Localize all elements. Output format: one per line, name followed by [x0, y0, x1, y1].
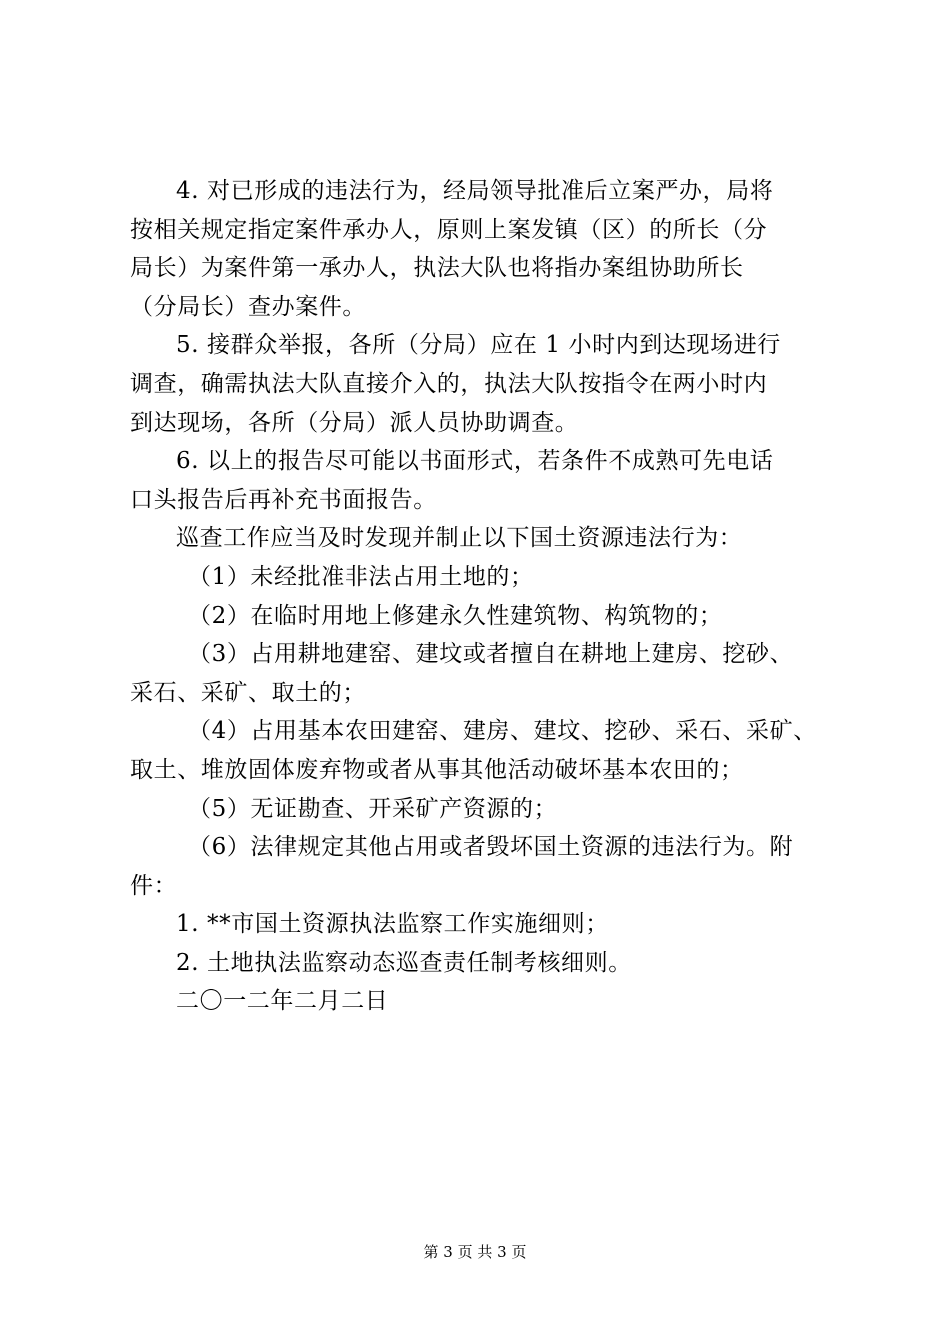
paragraph-line: 到达现场，各所（分局）派人员协助调查。 [130, 409, 579, 436]
list-item-line: （6）法律规定其他占用或者毁坏国土资源的违法行为。附 [188, 834, 794, 861]
paragraph-line: 巡查工作应当及时发现并制止以下国土资源违法行为： [176, 525, 743, 552]
page-footer: 第 3 页 共 3 页 [423, 1243, 527, 1261]
attachment-line: 2. 土地执法监察动态巡查责任制考核细则。 [176, 949, 632, 976]
list-item-line: 件： [130, 872, 178, 899]
list-item-line: （4）占用基本农田建窑、建房、建坟、挖砂、采石、采矿、 [188, 718, 817, 745]
document-body [130, 172, 830, 1021]
paragraph-line: 4. 对已形成的违法行为，经局领导批准后立案严办，局将 [176, 178, 774, 204]
paragraph-line: 6. 以上的报告尽可能以书面形式，若条件不成熟可先电话 [176, 448, 774, 475]
date-line: 二〇一二年二月二日 [176, 988, 389, 1015]
paragraph-line: 口头报告后再补充书面报告。 [130, 486, 437, 513]
list-item-line: 取土、堆放固体废弃物或者从事其他活动破坏基本农田的； [130, 756, 744, 783]
attachment-line: 1. **市国土资源执法监察工作实施细则； [176, 911, 609, 938]
paragraph-line: 局长）为案件第一承办人，执法大队也将指办案组协助所长 [130, 255, 744, 282]
paragraph-line: 5. 接群众举报，各所（分局）应在 1 小时内到达现场进行 [176, 332, 781, 359]
list-item-line: （1）未经批准非法占用土地的； [188, 563, 534, 590]
list-item-line: （3）占用耕地建窑、建坟或者擅自在耕地上建房、挖砂、 [188, 641, 794, 668]
list-item-line: （2）在临时用地上修建永久性建筑物、构筑物的； [188, 602, 723, 629]
list-item-line: 采石、采矿、取土的； [130, 679, 366, 706]
paragraph-line: （分局长）查办案件。 [130, 293, 366, 320]
paragraph-line: 按相关规定指定案件承办人，原则上案发镇（区）的所长（分 [130, 216, 768, 243]
paragraph-line: 调查，确需执法大队直接介入的，执法大队按指令在两小时内 [130, 370, 768, 397]
list-item-line: （5）无证勘查、开采矿产资源的； [188, 795, 558, 822]
